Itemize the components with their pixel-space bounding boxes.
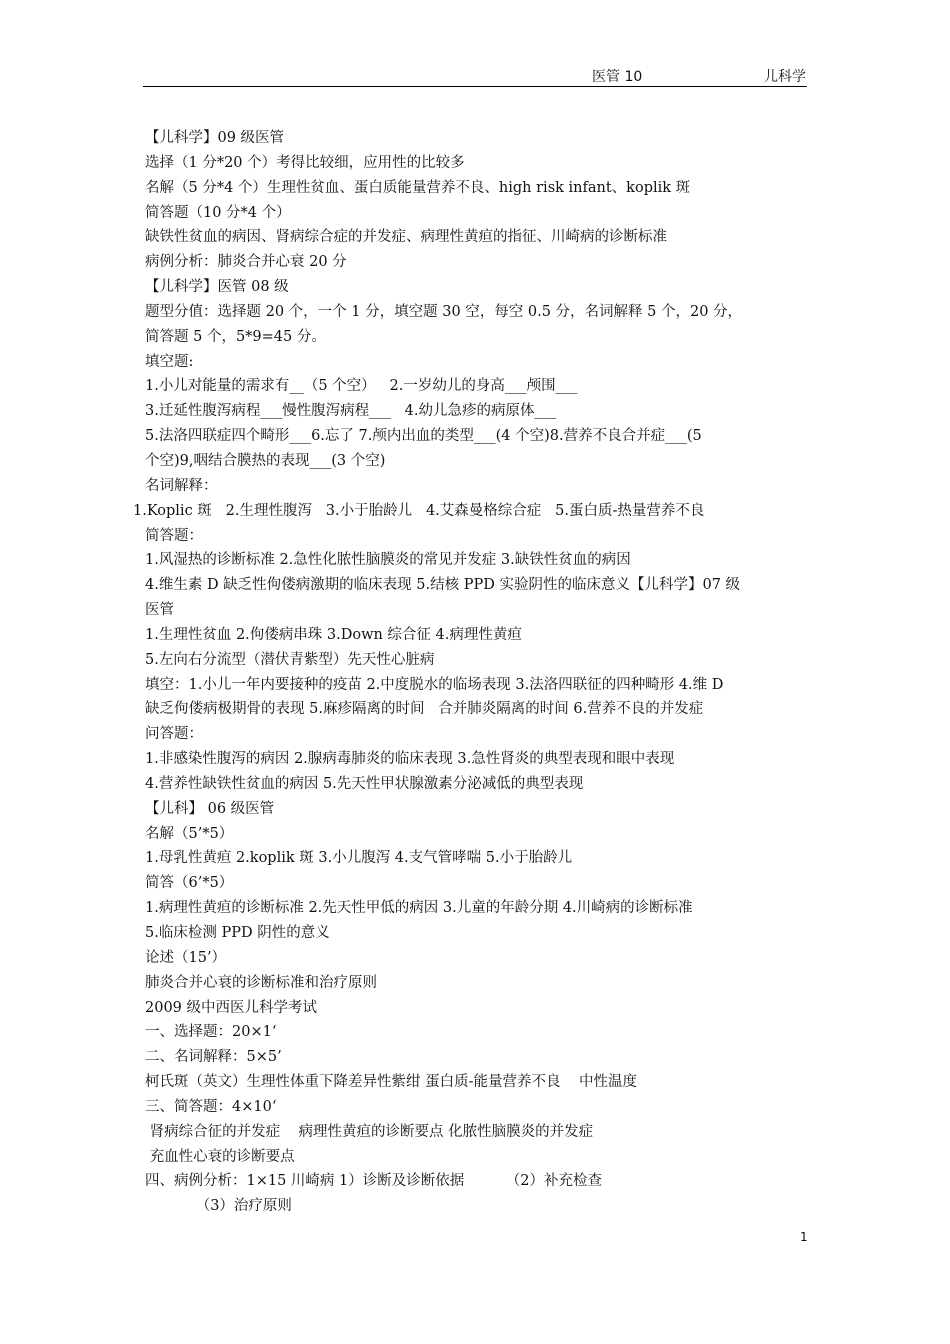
text-line: 5.左向右分流型（潜伏青紫型）先天性心脏病: [145, 651, 435, 668]
text-line: 简答（6’*5）: [145, 875, 234, 892]
text-line: 简答题（10 分*4 个）: [145, 204, 291, 221]
header-right-text: 儿科学: [764, 69, 806, 85]
text-line: 【儿科】 06 级医管: [145, 800, 275, 817]
text-line: 充血性心衰的诊断要点: [145, 1148, 295, 1165]
text-line: 1.病理性黄疸的诊断标准 2.先天性甲低的病因 3.儿童的年龄分期 4.川崎病的诊断标准: [145, 900, 693, 917]
text-line: 填空题:: [145, 353, 194, 370]
document-body: [133, 126, 815, 1219]
text-line: 简答题：: [145, 527, 203, 544]
text-line: 5.临床检测 PPD 阴性的意义: [145, 925, 330, 941]
header-rule: [143, 86, 807, 87]
text-line: 1.母乳性黄疸 2.koplik 斑 3.小儿腹泻 4.支气管哮喘 5.小于胎龄儿: [145, 850, 573, 867]
text-line: 个空)9,咽结合膜热的表现___(3 个空): [145, 452, 386, 469]
text-line: 填空：1.小儿一年内要接种的疫苗 2.中度脱水的临场表现 3.法洛四联征的四种畸形 4.维 D: [145, 676, 724, 693]
text-line: 选择（1 分*20 个）考得比较细，应用性的比较多: [145, 154, 465, 171]
text-line: 肺炎合并心衰的诊断标准和治疗原则: [145, 974, 377, 991]
text-line: 肾病综合征的并发症 病理性黄疸的诊断要点 化脓性脑膜炎的并发症: [145, 1123, 594, 1140]
text-line: 2009 级中西医儿科学考试: [145, 999, 318, 1016]
text-line: 病例分析：肺炎合并心衰 20 分: [145, 254, 347, 271]
text-line: 名解（5 分*4 个）生理性贫血、蛋白质能量营养不良、high risk infant、koplik 斑: [145, 179, 691, 196]
text-line: 名词解释：: [145, 477, 218, 494]
text-line: 1.小儿对能量的需求有__（5 个空） 2.一岁幼儿的身高___颅围___: [145, 378, 578, 395]
section-heading: 三、简答题：4×10‘: [145, 1098, 277, 1115]
text-line: 4.营养性缺铁性贫血的病因 5.先天性甲状腺激素分泌减低的典型表现: [145, 775, 584, 792]
text-line: 名解（5’*5）: [145, 825, 234, 842]
text-line: 缺乏佝偻病极期骨的表现 5.麻疹隔离的时间 合并肺炎隔离的时间 6.营养不良的并发症: [145, 701, 704, 718]
text-line: 柯氏斑（英文）生理性体重下降差异性紫绀 蛋白质-能量营养不良 中性温度: [145, 1074, 637, 1091]
text-line: 论述（15’）: [145, 949, 227, 966]
text-line: （3）治疗原则: [145, 1198, 292, 1215]
text-line: 【儿科学】09 级医管: [145, 130, 285, 146]
text-line: 5.法洛四联症四个畸形___6.忘了 7.颅内出血的类型___(4 个空)8.营养不良合并症___(5: [145, 428, 702, 445]
text-line: 3.迁延性腹泻病程___慢性腹泻病程___ 4.幼儿急疹的病原体___: [145, 403, 557, 420]
text-line: 二、名词解释：5×5’: [145, 1049, 282, 1066]
text-line: 四、病例分析：1×15 川崎病 1）诊断及诊断依据 （2）补充检查: [145, 1173, 602, 1190]
text-line: 4.维生素 D 缺乏性佝偻病激期的临床表现 5.结核 PPD 实验阴性的临床意义【儿科学】07 级: [145, 577, 741, 594]
text-line: 问答题：: [145, 726, 203, 743]
text-line: 缺铁性贫血的病因、肾病综合症的并发症、病理性黄疸的指征、川崎病的诊断标准: [145, 229, 667, 246]
header-left-text: 医管 10: [592, 69, 643, 85]
text-line: 题型分值：选择题 20 个，一个 1 分，填空题 30 空，每空 0.5 分，名词解释 5 个，20 分，: [145, 303, 743, 320]
text-line: 1.Koplic 斑 2.生理性腹泻 3.小于胎龄儿 4.艾森曼格综合症 5.蛋白质-热量营养不良: [133, 502, 705, 519]
text-line: 1.风湿热的诊断标准 2.急性化脓性脑膜炎的常见并发症 3.缺铁性贫血的病因: [145, 552, 631, 569]
text-line: 【儿科学】医管 08 级: [145, 279, 289, 296]
text-line: 一、选择题：20×1‘: [145, 1024, 277, 1041]
text-line: 1.生理性贫血 2.佝偻病串珠 3.Down 综合征 4.病理性黄疸: [145, 626, 522, 643]
text-line: 1.非感染性腹泻的病因 2.腺病毒肺炎的临床表现 3.急性肾炎的典型表现和眼中表现: [145, 751, 675, 768]
page-number: 1: [800, 1230, 808, 1244]
text-line: 简答题 5 个，5*9=45 分。: [145, 328, 326, 345]
text-line: 医管: [145, 602, 174, 619]
